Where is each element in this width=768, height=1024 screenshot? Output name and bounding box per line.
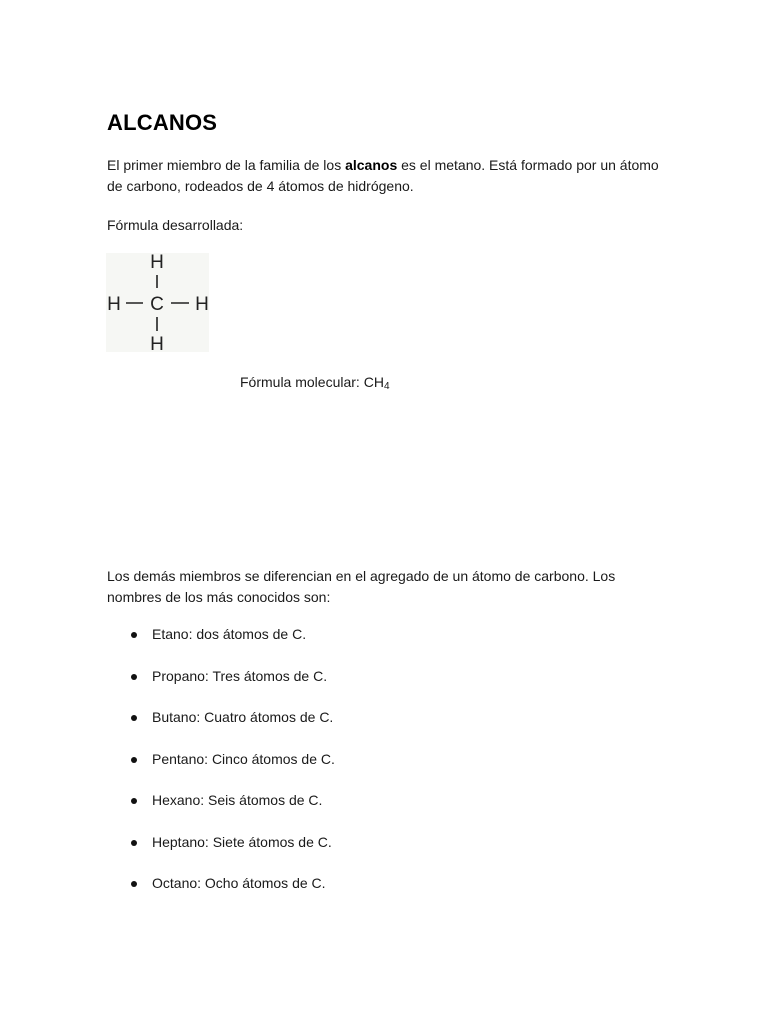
atom-h-bottom: H <box>150 334 164 352</box>
atom-h-top: H <box>150 253 164 273</box>
list-item <box>107 624 335 666</box>
bullet-icon <box>131 674 137 680</box>
bullet-icon <box>131 757 137 763</box>
atom-h-left: H <box>107 294 121 315</box>
atom-c-center: C <box>150 294 164 315</box>
intro-paragraph <box>107 155 667 197</box>
molecular-formula <box>240 372 390 395</box>
list-item <box>107 707 335 749</box>
intro-text-start: El primer miembro de la familia de los <box>107 157 346 173</box>
intro-text-end: es el metano. Está formado por un átomo de carbono, rodeados de 4 átomos de hidrógeno. <box>107 157 659 194</box>
list-item-text: Etano: dos átomos de C. <box>152 626 307 642</box>
methane-structure-image <box>106 253 209 352</box>
page-title: ALCANOS <box>107 110 218 135</box>
molecular-formula-text: Fórmula molecular: CH <box>240 374 384 390</box>
list-item <box>107 832 335 874</box>
list-item-text: Heptano: Siete átomos de C. <box>152 833 332 850</box>
list-item <box>107 790 335 832</box>
methane-structure-svg <box>106 253 209 352</box>
atom-h-right: H <box>195 294 209 315</box>
list-item <box>107 749 335 791</box>
formula-label: Fórmula desarrollada: <box>107 217 244 233</box>
bullet-icon <box>131 798 137 804</box>
molecular-formula-subscript: 4 <box>383 381 390 392</box>
members-paragraph: Los demás miembros se diferencian en el agregado de un átomo de carbono. Los nombres de los más conocidos son: <box>107 568 616 605</box>
list-item <box>107 666 335 708</box>
list-item-text: Pentano: Cinco átomos de C. <box>152 750 335 767</box>
intro-bold-term: alcanos <box>345 157 398 173</box>
alkane-list <box>107 624 335 915</box>
bullet-icon <box>131 840 137 846</box>
bullet-icon <box>131 632 137 638</box>
list-item-text: Propano: Tres átomos de C. <box>152 667 328 684</box>
list-item-text: Butano: Cuatro átomos de C. <box>152 709 334 725</box>
list-item <box>107 873 335 915</box>
list-item-text: Hexano: Seis átomos de C. <box>152 792 323 808</box>
bullet-icon <box>131 715 137 721</box>
list-item-text: Octano: Ocho átomos de C. <box>152 875 326 891</box>
bullet-icon <box>131 881 137 887</box>
